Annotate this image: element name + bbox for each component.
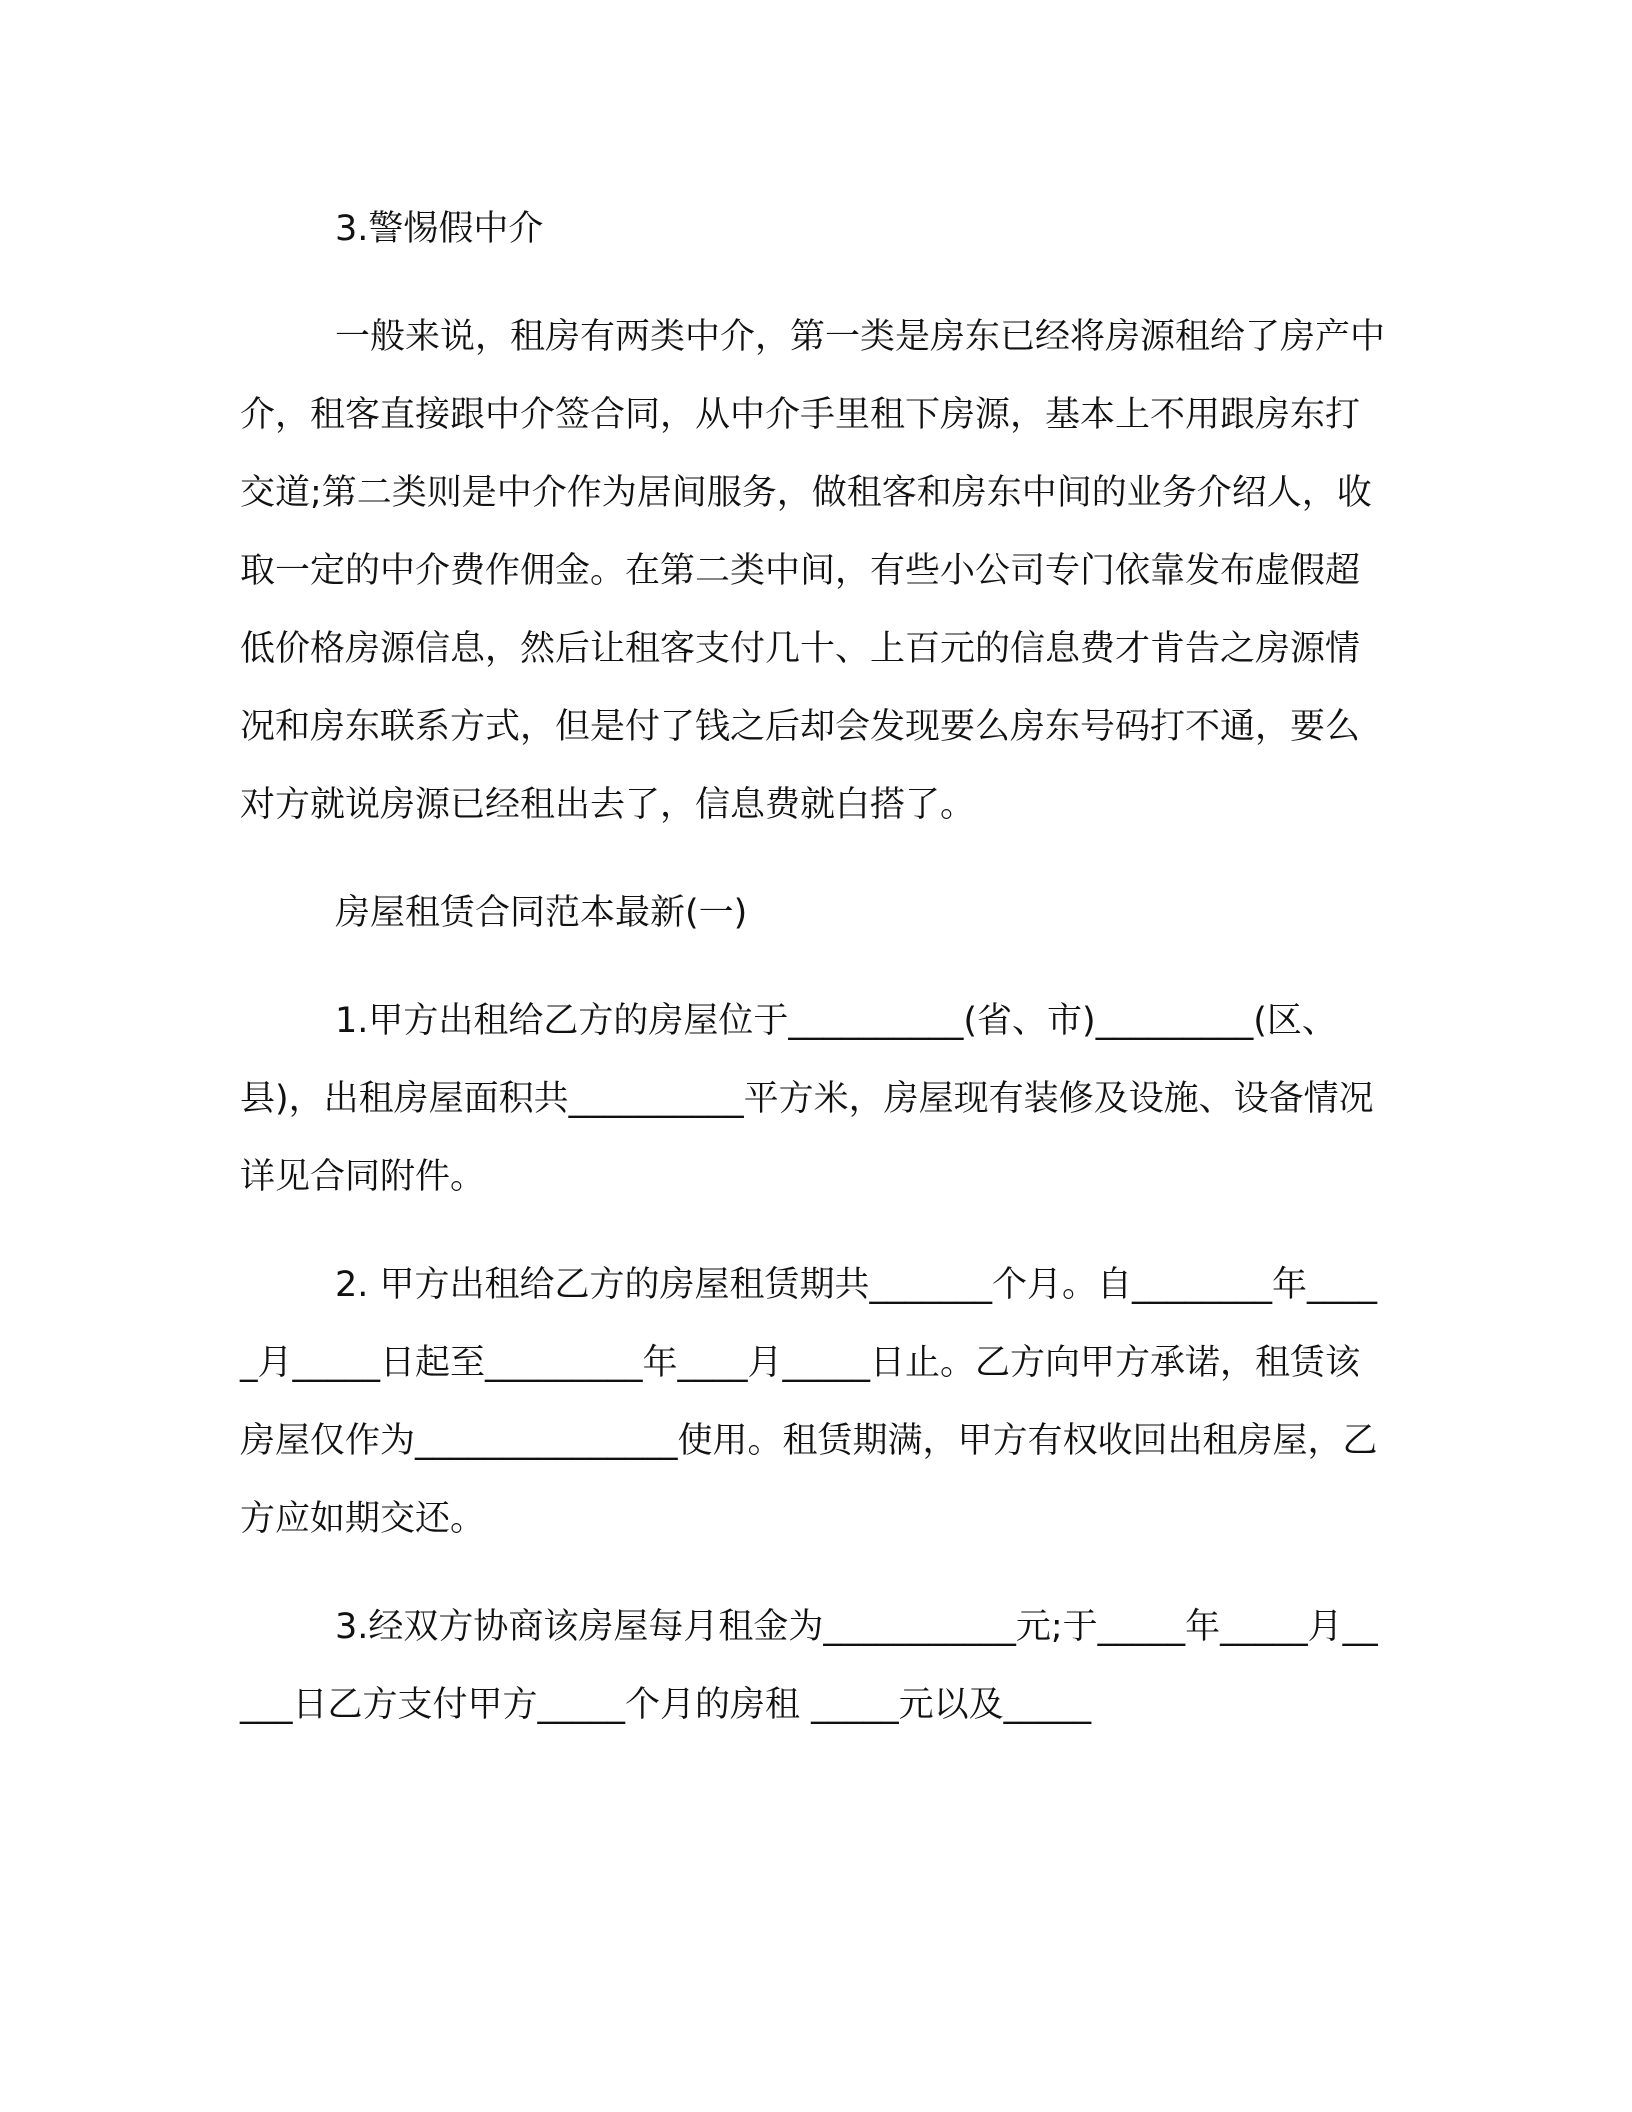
section-heading: 3.警惕假中介: [335, 209, 544, 249]
clause-2: 2. 甲方出租给乙方的房屋租赁期共_______个月。自________年_____月_____日起至_________年____月_____日止。乙方向甲方承诺，租赁该房屋仅作为_______________使用。租赁期满，甲方有权收回出租房屋，乙方应如期交还。: [240, 1265, 1378, 1539]
clause-1: 1.甲方出租给乙方的房屋位于__________(省、市)_________(区、县)，出租房屋面积共__________平方米，房屋现有装修及设施、设备情况详见合同附件。: [240, 1001, 1374, 1197]
clause-3: 3.经双方协商该房屋每月租金为___________元;于_____年_____月_____日乙方支付甲方_____个月的房租 _____元以及_____: [240, 1607, 1378, 1725]
document-body: [240, 190, 1390, 1774]
contract-title: 房屋租赁合同范本最新(一): [335, 893, 748, 933]
intro-paragraph: 一般来说，租房有两类中介，第一类是房东已经将房源租给了房产中介，租客直接跟中介签合同，从中介手里租下房源，基本上不用跟房东打交道;第二类则是中介作为居间服务，做租客和房东中间的业务介绍人，收取一定的中介费作佣金。在第二类中间，有些小公司专门依靠发布虚假超低价格房源信息，然后让租客支付几十、上百元的信息费才肯告之房源情况和房东联系方式，但是付了钱之后却会发现要么房东号码打不通，要么对方就说房源已经租出去了，信息费就白搭了。: [240, 317, 1386, 825]
